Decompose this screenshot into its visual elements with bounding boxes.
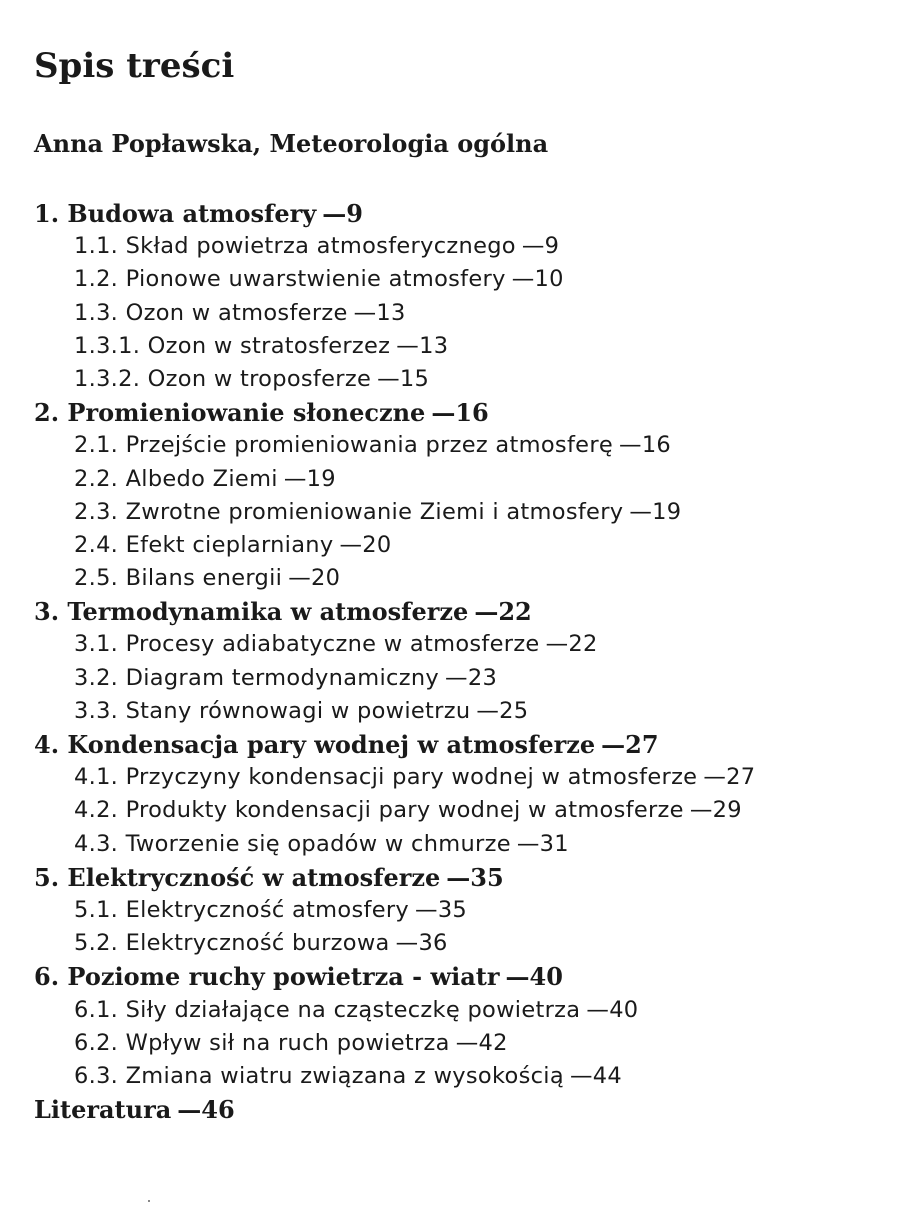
toc-entry-title: 6.2. Wpływ sił na ruch powietrza <box>74 1029 450 1056</box>
toc-section <box>34 230 894 263</box>
table-of-contents <box>34 197 894 1126</box>
toc-entry-title: 2.4. Efekt cieplarniany <box>74 531 334 558</box>
book-heading: Anna Popławska, Meteorologia ogólna <box>34 129 549 158</box>
toc-page-number: —29 <box>689 797 742 824</box>
toc-page-number: —31 <box>516 830 569 857</box>
toc-page-number: —35 <box>415 896 468 923</box>
toc-entry-title: 4.1. Przyczyny kondensacji pary wodnej w atmosferze <box>74 764 698 791</box>
toc-entry-title: 4.2. Produkty kondensacji pary wodnej w atmosferze <box>74 797 684 824</box>
toc-page-number: —20 <box>339 531 392 558</box>
toc-entry-title: 6. Poziome ruchy powietrza - wiatr <box>34 962 500 992</box>
toc-section <box>34 263 894 296</box>
toc-chapter <box>34 861 894 894</box>
toc-section <box>34 496 894 529</box>
toc-entry-title: 2. Promieniowanie słoneczne <box>34 398 426 428</box>
toc-entry-title: 1.2. Pionowe uwarstwienie atmosfery <box>74 266 506 293</box>
toc-section <box>34 894 894 927</box>
toc-page-number: —23 <box>445 664 498 691</box>
toc-page-number: —27 <box>601 730 659 759</box>
toc-entry-title: 1.3.1. Ozon w stratosferzez <box>74 332 391 359</box>
toc-page-number: —9 <box>322 199 363 228</box>
toc-section <box>34 761 894 794</box>
toc-page-number: —20 <box>288 565 341 592</box>
toc-page-number: —15 <box>377 365 430 392</box>
toc-page-number: —9 <box>521 233 560 260</box>
toc-entry-title: 5.1. Elektryczność atmosfery <box>74 896 410 923</box>
toc-page-number: —40 <box>586 996 639 1023</box>
toc-section <box>34 662 894 695</box>
toc-section <box>34 330 894 363</box>
toc-chapter <box>34 197 894 230</box>
toc-section <box>34 463 894 496</box>
toc-page-number: —25 <box>476 697 529 724</box>
toc-chapter <box>34 595 894 628</box>
toc-page-number: —35 <box>446 862 504 892</box>
page-title: Spis treści <box>34 46 235 86</box>
toc-section <box>34 828 894 861</box>
toc-entry-title: Literatura <box>34 1095 172 1125</box>
toc-section <box>34 1027 894 1060</box>
toc-entry-title: 2.5. Bilans energii <box>74 565 283 592</box>
toc-entry-title: 1.3.2. Ozon w troposferze <box>74 365 372 392</box>
toc-entry-title: 1.3. Ozon w atmosferze <box>74 299 348 326</box>
toc-entry-title: 2.1. Przejście promieniowania przez atmosferę <box>74 432 614 459</box>
toc-section <box>34 429 894 462</box>
toc-section <box>34 994 894 1027</box>
toc-entry-title: 4.3. Tworzenie się opadów w chmurze <box>74 830 511 857</box>
toc-page-number: —22 <box>545 631 598 658</box>
toc-page-number: —46 <box>177 1095 235 1125</box>
toc-page-number: —10 <box>511 266 564 293</box>
toc-page-number: —13 <box>396 332 449 359</box>
toc-entry-title: 1.1. Skład powietrza atmosferycznego <box>74 233 516 260</box>
toc-entry-title: 5.2. Elektryczność burzowa <box>74 930 390 957</box>
toc-section <box>34 562 894 595</box>
toc-page-number: —19 <box>629 498 682 525</box>
toc-page-number: —36 <box>395 930 448 957</box>
toc-page-number: —13 <box>353 299 406 326</box>
toc-section <box>34 297 894 330</box>
toc-page-number: —27 <box>703 764 756 791</box>
toc-entry-title: 3.1. Procesy adiabatyczne w atmosferze <box>74 631 540 658</box>
toc-section <box>34 529 894 562</box>
toc-page-number: —44 <box>569 1062 622 1089</box>
toc-page-number: —16 <box>431 398 489 428</box>
toc-page-number: —19 <box>283 465 336 492</box>
scan-speck <box>148 1200 150 1202</box>
toc-section <box>34 927 894 960</box>
toc-section <box>34 794 894 827</box>
toc-entry-title: 4. Kondensacja pary wodnej w atmosferze <box>34 730 596 759</box>
toc-chapter <box>34 1093 894 1126</box>
toc-entry-title: 5. Elektryczność w atmosferze <box>34 862 441 892</box>
toc-entry-title: 6.3. Zmiana wiatru związana z wysokością <box>74 1062 564 1089</box>
toc-chapter <box>34 396 894 429</box>
toc-section <box>34 363 894 396</box>
toc-page-number: —16 <box>619 432 672 459</box>
toc-section <box>34 628 894 661</box>
toc-entry-title: 2.3. Zwrotne promieniowanie Ziemi i atmosfery <box>74 498 624 525</box>
toc-entry-title: 2.2. Albedo Ziemi <box>74 465 278 492</box>
toc-page-number: —40 <box>505 962 563 992</box>
toc-entry-title: 1. Budowa atmosfery <box>34 199 317 228</box>
toc-entry-title: 6.1. Siły działające na cząsteczkę powietrza <box>74 996 581 1023</box>
toc-chapter <box>34 728 894 761</box>
toc-section <box>34 695 894 728</box>
toc-page-number: —22 <box>474 597 532 627</box>
toc-section <box>34 1060 894 1093</box>
toc-chapter <box>34 960 894 993</box>
toc-entry-title: 3.2. Diagram termodynamiczny <box>74 664 440 691</box>
toc-entry-title: 3.3. Stany równowagi w powietrzu <box>74 697 471 724</box>
toc-entry-title: 3. Termodynamika w atmosferze <box>34 597 469 627</box>
toc-page-number: —42 <box>455 1029 508 1056</box>
